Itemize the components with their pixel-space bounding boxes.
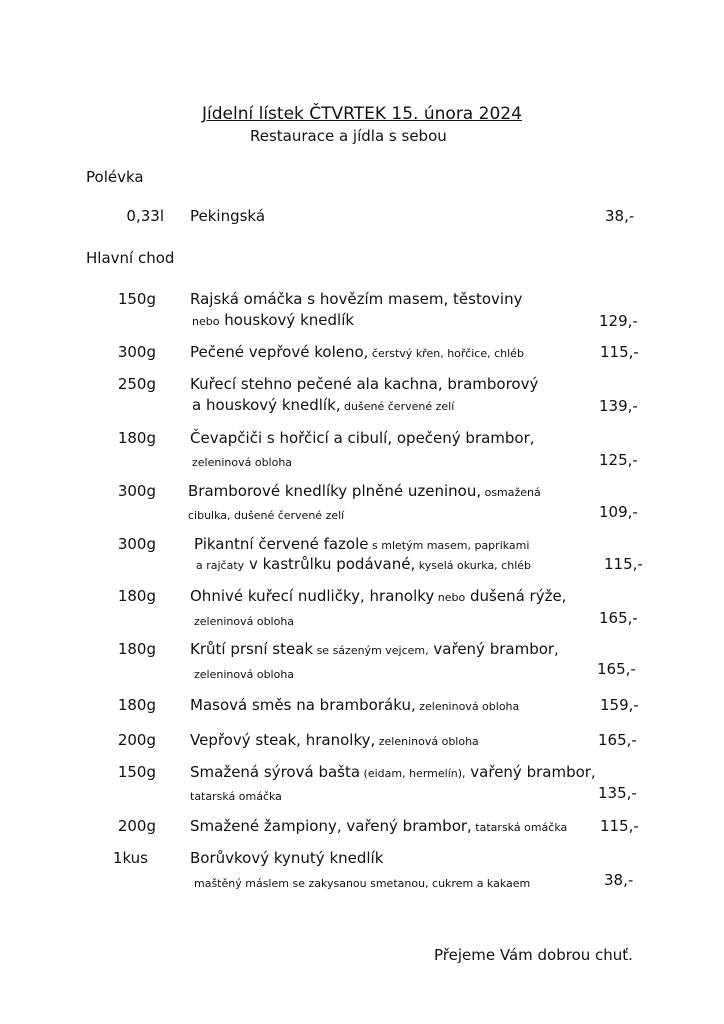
item-name: Ohnivé kuřecí nudličky, hranolky: [190, 587, 435, 605]
item-name: Kuřecí stehno pečené ala kachna, bramborový: [190, 375, 539, 393]
item-note: zeleninová obloha: [194, 668, 295, 681]
item-price: 115,-: [600, 343, 639, 361]
item-quantity: 300g: [117, 535, 156, 553]
item-note: tatarská omáčka: [471, 821, 568, 834]
item-quantity: 300g: [117, 482, 156, 500]
item-price: 165,-: [599, 609, 638, 627]
item-description-line1: [190, 731, 479, 749]
item-side: v kastrůlku podávané,: [244, 555, 416, 573]
item-side: vařený brambor,: [465, 763, 596, 781]
item-note: maštěný máslem se zakysanou smetanou, cukrem a kakaem: [194, 877, 531, 890]
item-name: Vepřový steak, hranolky,: [190, 731, 376, 749]
item-quantity: 0,33l: [126, 207, 164, 225]
item-description-line2: [196, 555, 531, 573]
item-description-line1: [190, 429, 535, 447]
item-quantity: 150g: [117, 763, 156, 781]
item-description-line1: [190, 587, 566, 605]
item-price: 159,-: [600, 696, 639, 714]
item-name: Smažená sýrová bašta: [190, 763, 361, 781]
closing-message: Přejeme Vám dobrou chuť.: [434, 946, 633, 964]
item-price: 129,-: [599, 312, 638, 330]
item-note: kyselá okurka, chléb: [415, 559, 532, 572]
item-description-line1: [190, 817, 567, 835]
item-description-line1: [194, 535, 529, 553]
item-price: 115,-: [604, 555, 643, 573]
item-description-line1: [190, 696, 519, 714]
item-description-line2: [188, 505, 344, 523]
item-description-line1: [190, 849, 383, 867]
item-description-line2: [194, 611, 294, 629]
item-note: zeleninová obloha: [415, 700, 520, 713]
item-description-line2: [192, 452, 292, 470]
item-description-line1: [190, 763, 596, 781]
item-quantity: 180g: [117, 429, 156, 447]
item-quantity: 150g: [117, 290, 156, 308]
item-description-line1: [190, 343, 524, 361]
item-quantity: 250g: [117, 375, 156, 393]
item-description-line2: [192, 396, 454, 414]
item-description-line2: [194, 873, 530, 891]
page-title: Jídelní lístek ČTVRTEK 15. února 2024: [202, 104, 522, 124]
item-name: Borůvkový kynutý knedlík: [190, 849, 384, 867]
item-quantity: 200g: [117, 731, 156, 749]
item-note: dušené červené zelí: [340, 400, 455, 413]
item-side: vařený brambor,: [428, 640, 559, 658]
item-note: (eidam, hermelín),: [360, 767, 466, 780]
item-note: zeleninová obloha: [375, 735, 479, 748]
item-note: se sázeným vejcem,: [313, 644, 429, 657]
item-name: Rajská omáčka s hovězím masem, těstoviny: [190, 290, 523, 308]
item-name: Bramborové knedlíky plněné uzeninou,: [188, 482, 482, 500]
item-side: dušená rýže,: [465, 587, 567, 605]
item-description-line1: [188, 482, 541, 500]
item-name: Čevapčiči s hořčicí a cibulí, opečený brambor,: [190, 429, 535, 447]
item-side: houskový knedlík: [219, 311, 355, 329]
item-note: zeleninová obloha: [192, 456, 293, 469]
item-price: 125,-: [599, 451, 638, 469]
item-note: a rajčaty: [196, 559, 245, 572]
item-price: 115,-: [600, 817, 639, 835]
item-description-line1: [190, 375, 538, 393]
item-note: cibulka, dušené červené zelí: [188, 509, 345, 522]
item-description-line2: [190, 786, 282, 804]
item-name: Smažené žampiony, vařený brambor,: [190, 817, 472, 835]
item-price: 139,-: [599, 397, 638, 415]
item-quantity: 180g: [117, 696, 156, 714]
item-description-line1: [190, 290, 522, 308]
item-price: 38,-: [605, 207, 635, 225]
item-quantity: 180g: [117, 587, 156, 605]
item-quantity: 300g: [117, 343, 156, 361]
item-name: Pekingská: [190, 207, 266, 225]
item-note: zeleninová obloha: [194, 615, 295, 628]
item-description-line2: [192, 311, 354, 329]
item-name: Pečené vepřové koleno,: [190, 343, 369, 361]
item-name: Pikantní červené fazole: [194, 535, 369, 553]
item-price: 38,-: [604, 871, 634, 889]
item-note: osmažená: [481, 486, 541, 499]
section-soup: Polévka: [86, 168, 144, 186]
item-note: tatarská omáčka: [190, 790, 282, 803]
item-note: čerstvý křen, hořčice, chléb: [368, 347, 524, 360]
item-note: nebo: [434, 591, 466, 604]
item-quantity: 1kus: [112, 849, 148, 867]
item-name: Krůtí prsní steak: [190, 640, 314, 658]
item-price: 109,-: [599, 503, 638, 521]
item-quantity: 200g: [117, 817, 156, 835]
item-description-line2: [194, 664, 294, 682]
item-note: nebo: [192, 315, 220, 328]
item-price: 165,-: [597, 660, 636, 678]
item-price: 165,-: [598, 731, 637, 749]
item-price: 135,-: [598, 784, 637, 802]
item-description-line1: [190, 640, 559, 658]
item-name: Masová směs na bramboráku,: [190, 696, 416, 714]
page-subtitle: Restaurace a jídla s sebou: [250, 127, 447, 145]
item-note: s mletým masem, paprikami: [368, 539, 530, 552]
item-quantity: 180g: [117, 640, 156, 658]
section-main: Hlavní chod: [86, 249, 175, 267]
item-side: a houskový knedlík,: [192, 396, 341, 414]
